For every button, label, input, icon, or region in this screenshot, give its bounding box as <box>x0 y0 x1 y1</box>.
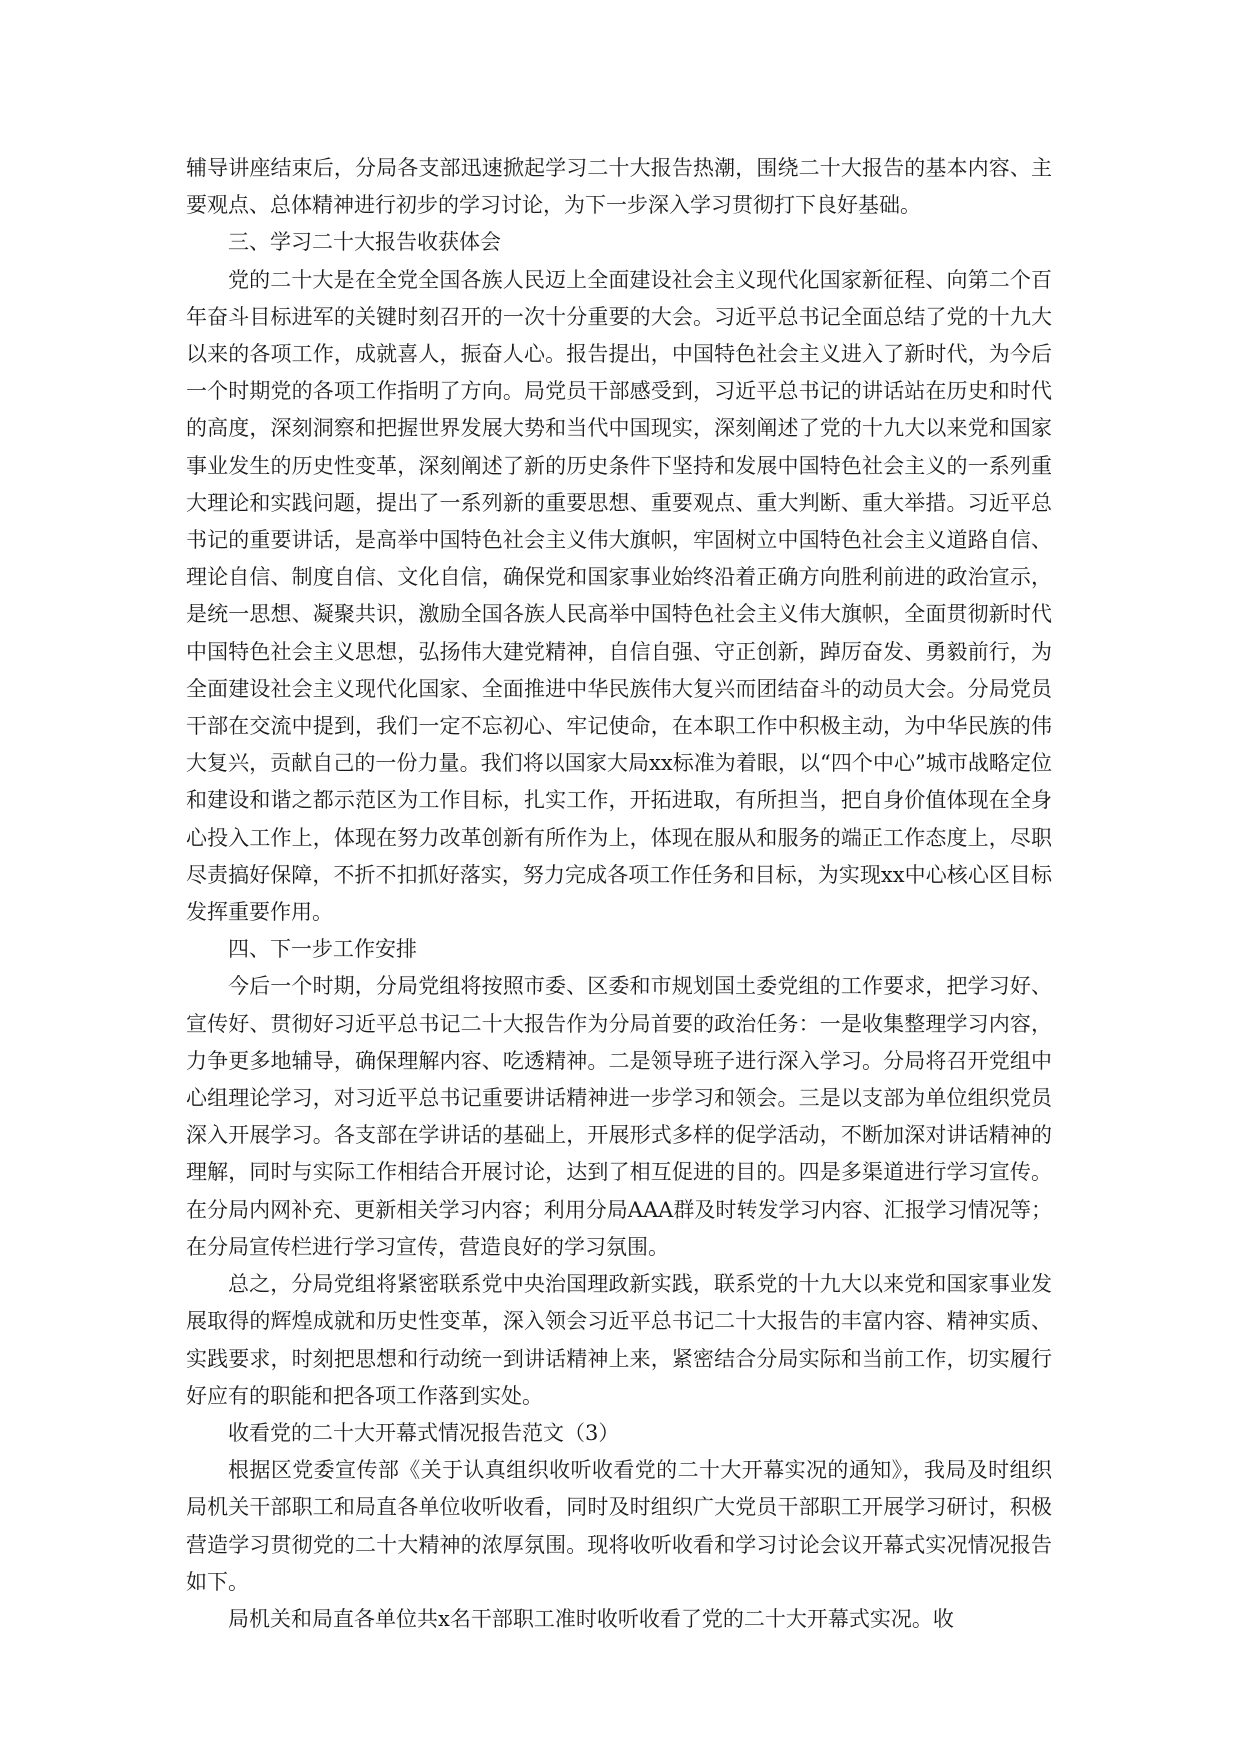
section-heading: 三、学习二十大报告收获体会 <box>228 230 501 255</box>
paragraph: 总之，分局党组将紧密联系党中央治国理政新实践，联系党的十九大以来党和国家事业发展取得的辉煌成就和历史性变革，深入领会习近平总书记二十大报告的丰富内容、精神实质、实践要求，时刻把思想和行动统一到讲话精神上来，紧密结合分局实际和当前工作，切实履行好应有的职能和把各项工作落到实处。 <box>186 1272 1052 1408</box>
document-body <box>186 150 1052 1638</box>
section-heading: 收看党的二十大开幕式情况报告范文（3） <box>228 1420 620 1445</box>
paragraph: 今后一个时期，分局党组将按照市委、区委和市规划国土委党组的工作要求，把学习好、宣传好、贯彻好习近平总书记二十大报告作为分局首要的政治任务：一是收集整理学习内容，力争更多地辅导，确保理解内容、吃透精神。二是领导班子进行深入学习。分局将召开党组中心组理论学习，对习近平总书记重要讲话精神进一步学习和领会。三是以支部为单位组织党员深入开展学习。各支部在学讲话的基础上，开展形式多样的促学活动，不断加深对讲话精神的理解，同时与实际工作相结合开展讨论，达到了相互促进的目的。四是多渠道进行学习宣传。在分局内网补充、更新相关学习内容；利用分局AAA群及时转发学习内容、汇报学习情况等；在分局宣传栏进行学习宣传，营造良好的学习氛围。 <box>186 974 1052 1259</box>
paragraph: 辅导讲座结束后，分局各支部迅速掀起学习二十大报告热潮，围绕二十大报告的基本内容、主要观点、总体精神进行初步的学习讨论，为下一步深入学习贯彻打下良好基础。 <box>186 156 1052 218</box>
section-heading: 四、下一步工作安排 <box>228 937 417 962</box>
paragraph: 根据区党委宣传部《关于认真组织收听收看党的二十大开幕实况的通知》，我局及时组织局机关干部职工和局直各单位收听收看，同时及时组织广大党员干部职工开展学习研讨，积极营造学习贯彻党的二十大精神的浓厚氛围。现将收听收看和学习讨论会议开幕式实况情况报告如下。 <box>186 1458 1052 1594</box>
paragraph: 党的二十大是在全党全国各族人民迈上全面建设社会主义现代化国家新征程、向第二个百年奋斗目标进军的关键时刻召开的一次十分重要的大会。习近平总书记全面总结了党的十九大以来的各项工作，成就喜人，振奋人心。报告提出，中国特色社会主义进入了新时代，为今后一个时期党的各项工作指明了方向。局党员干部感受到，习近平总书记的讲话站在历史和时代的高度，深刻洞察和把握世界发展大势和当代中国现实，深刻阐述了党的十九大以来党和国家事业发生的历史性变革，深刻阐述了新的历史条件下坚持和发展中国特色社会主义的一系列重大理论和实践问题，提出了一系列新的重要思想、重要观点、重大判断、重大举措。习近平总书记的重要讲话，是高举中国特色社会主义伟大旗帜，牢固树立中国特色社会主义道路自信、理论自信、制度自信、文化自信，确保党和国家事业始终沿着正确方向胜利前进的政治宣示，是统一思想、凝聚共识，激励全国各族人民高举中国特色社会主义伟大旗帜，全面贯彻新时代中国特色社会主义思想，弘扬伟大建党精神，自信自强、守正创新，踔厉奋发、勇毅前行，为全面建设社会主义现代化国家、全面推进中华民族伟大复兴而团结奋斗的动员大会。分局党员干部在交流中提到，我们一定不忘初心、牢记使命，在本职工作中积极主动，为中华民族的伟大复兴，贡献自己的一份力量。我们将以国家大局xx标准为着眼，以“四个中心”城市战略定位和建设和谐之都示范区为工作目标，扎实工作，开拓进取，有所担当，把自身价值体现在全身心投入工作上，体现在努力改革创新有所作为上，体现在服从和服务的端正工作态度上，尽职尽责搞好保障，不折不扣抓好落实，努力完成各项工作任务和目标，为实现xx中心核心区目标发挥重要作用。 <box>186 267 1052 925</box>
paragraph: 局机关和局直各单位共x名干部职工准时收听收看了党的二十大开幕式实况。收 <box>228 1606 954 1631</box>
